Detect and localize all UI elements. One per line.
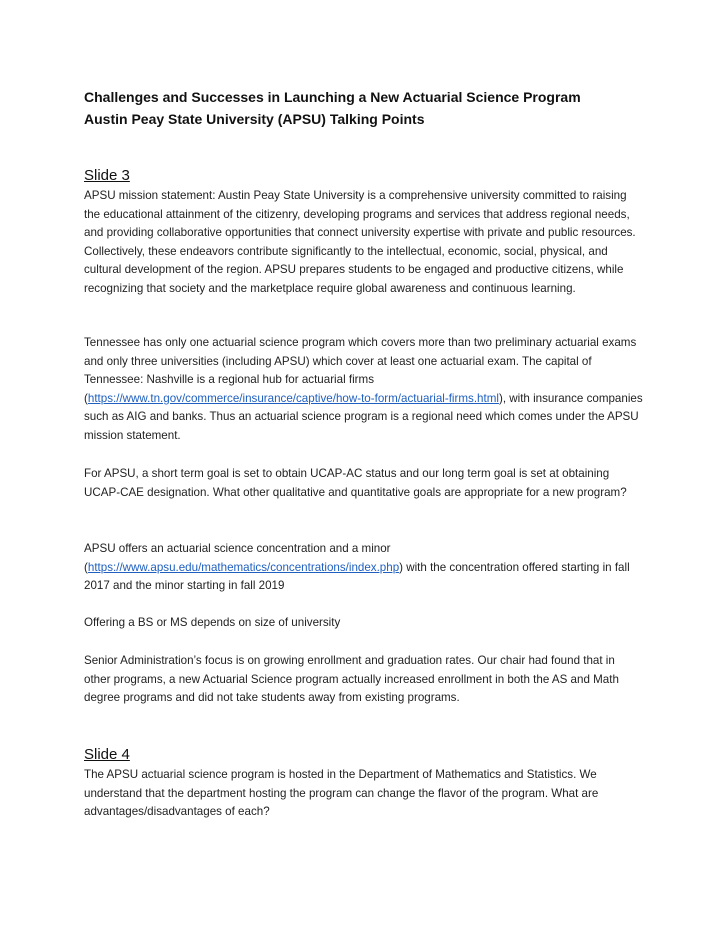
- concentration-text-after-link: ) with the concentration offered starting in fall 2017 and the minor starting in fall 2019: [84, 560, 630, 593]
- tennessee-paragraph: [84, 334, 644, 446]
- apsu-concentrations-link[interactable]: https://www.apsu.edu/mathematics/concentrations/index.php: [87, 560, 400, 574]
- title-line-2: Austin Peay State University (APSU) Talking Points: [84, 111, 425, 127]
- tennessee-text-before-link: Tennessee has only one actuarial science program which covers more than two preliminary actuarial exams and only three universities (including APSU) which cover at least one actuarial exam. The capital of Tennessee: Nashville is a regional hub for actuarial firms (: [84, 336, 637, 405]
- title-line-1: Challenges and Successes in Launching a New Actuarial Science Program: [84, 89, 581, 105]
- tn-gov-actuarial-firms-link[interactable]: https://www.tn.gov/commerce/insurance/captive/how-to-form/actuarial-firms.html: [87, 391, 499, 405]
- mission-statement-paragraph: APSU mission statement: Austin Peay State University is a comprehensive university committed to raising the educational attainment of the citizenry, developing programs and services that address regional needs, and providing collaborative opportunities that connect university expertise with private and public resources. Collectively, these endeavors contribute significantly to the intellectual, economic, social, physical, and cultural development of the region. APSU prepares students to be engaged and productive citizens, while recognizing that society and the marketplace require global awareness and continuous learning.: [84, 189, 636, 295]
- bs-ms-paragraph: Offering a BS or MS depends on size of university: [84, 616, 341, 629]
- concentration-paragraph: [84, 540, 644, 596]
- tennessee-text-after-link: ), with insurance companies such as AIG and banks. Thus an actuarial science program is a regional need which comes under the APSU mission statement.: [84, 391, 643, 442]
- goals-paragraph: For APSU, a short term goal is set to obtain UCAP-AC status and our long term goal is set at obtaining UCAP-CAE designation. What other qualitative and quantitative goals are appropriate for a new program?: [84, 467, 627, 499]
- senior-administration-paragraph: Senior Administration’s focus is on growing enrollment and graduation rates. Our chair had found that in other programs, a new Actuarial Science program actually increased enrollment in both the AS and Math degree programs and did not take students away from existing programs.: [84, 654, 619, 705]
- concentration-text-before-link: APSU offers an actuarial science concentration and a minor (: [84, 542, 391, 574]
- document-title: [84, 86, 684, 130]
- slide-3-heading: Slide 3: [84, 167, 130, 184]
- slide-4-heading: Slide 4: [84, 746, 130, 763]
- department-hosting-paragraph: The APSU actuarial science program is hosted in the Department of Mathematics and Statistics. We understand that the department hosting the program can change the flavor of the program. What are advantages/disadvantages of each?: [84, 768, 599, 819]
